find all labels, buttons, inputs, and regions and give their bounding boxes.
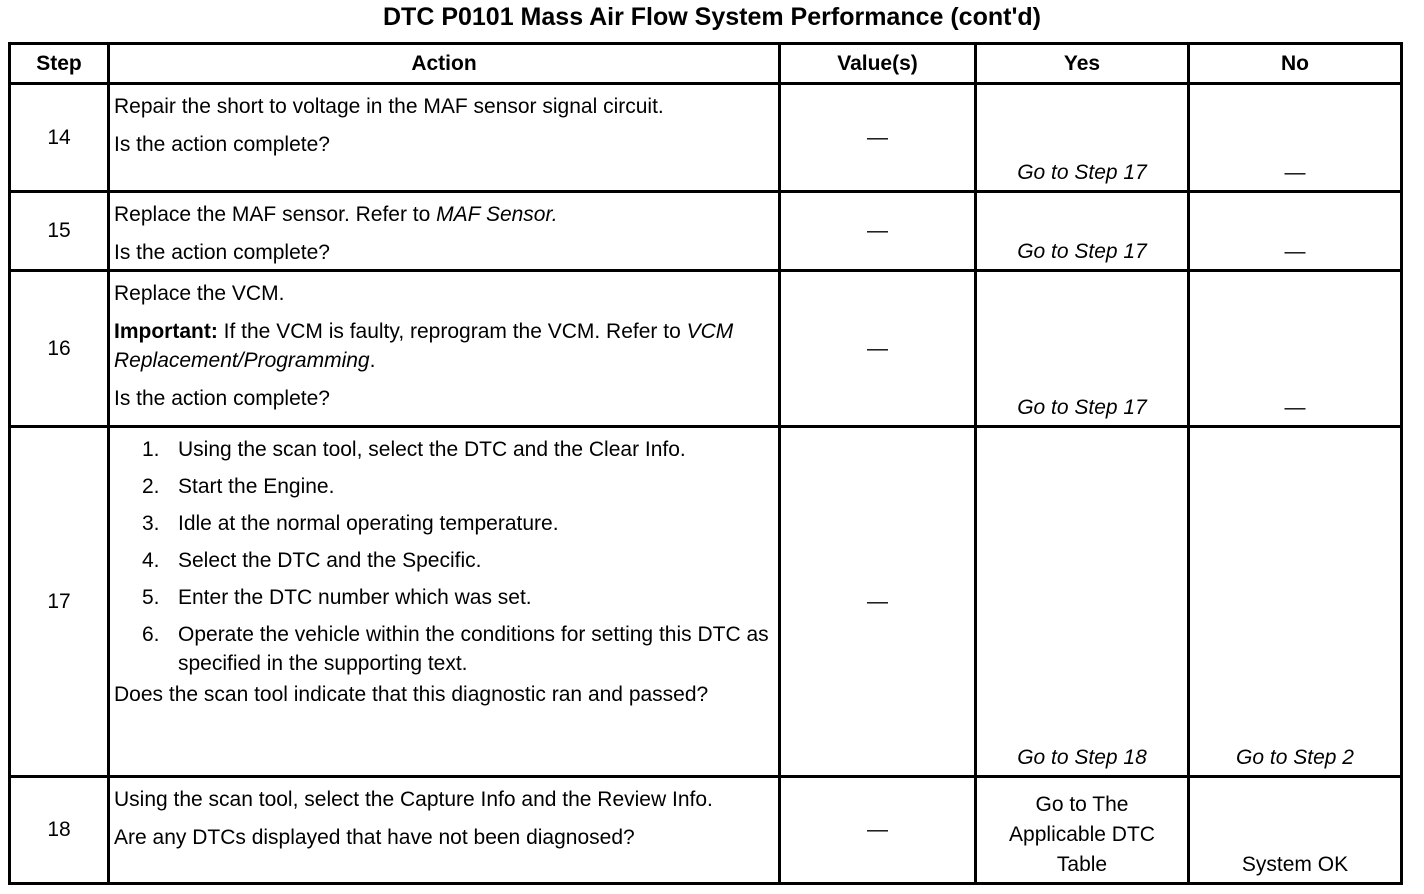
step-number: 16	[10, 271, 109, 427]
step-number: 18	[10, 777, 109, 884]
yes-cell: Go to Step 17	[976, 192, 1189, 271]
item-number: 3.	[142, 512, 160, 535]
action-cell	[109, 192, 780, 271]
table-row	[10, 192, 1402, 271]
step-number: 15	[10, 192, 109, 271]
important-text: If the VCM is faulty, reprogram the VCM. Refer to	[217, 320, 687, 343]
table-row	[10, 271, 1402, 427]
list-item	[114, 509, 774, 538]
action-question: Is the action complete?	[114, 387, 330, 410]
list-item	[114, 583, 774, 612]
header-no: No	[1189, 44, 1402, 84]
item-number: 6.	[142, 623, 160, 646]
procedure-list	[114, 435, 774, 678]
yes-cell: Go to Step 17	[976, 271, 1189, 427]
action-reference: MAF Sensor.	[436, 203, 558, 226]
item-number: 1.	[142, 438, 160, 461]
list-item	[114, 435, 774, 464]
action-text: Using the scan tool, select the Capture Info and the Review Info.	[114, 788, 713, 811]
no-cell: —	[1189, 84, 1402, 192]
header-values: Value(s)	[780, 44, 976, 84]
action-question: Does the scan tool indicate that this diagnostic ran and passed?	[114, 683, 709, 706]
item-number: 2.	[142, 475, 160, 498]
header-action: Action	[109, 44, 780, 84]
table-row	[10, 777, 1402, 884]
table-row	[10, 427, 1402, 777]
header-yes: Yes	[976, 44, 1189, 84]
list-item	[114, 546, 774, 575]
table-row	[10, 84, 1402, 192]
value-cell: —	[780, 84, 976, 192]
step-number: 17	[10, 427, 109, 777]
action-question: Is the action complete?	[114, 241, 330, 264]
action-reference: VCM Replacement/Programming	[114, 320, 734, 372]
header-row	[10, 44, 1402, 84]
step-number: 14	[10, 84, 109, 192]
action-cell	[109, 271, 780, 427]
important-end: .	[369, 349, 376, 372]
item-text: Enter the DTC number which was set.	[178, 586, 532, 609]
yes-cell: Go to Step 17	[976, 84, 1189, 192]
action-text: Replace the VCM.	[114, 282, 285, 305]
value-cell: —	[780, 192, 976, 271]
important-label: Important:	[114, 320, 218, 343]
item-text: Start the Engine.	[178, 475, 335, 498]
no-cell: —	[1189, 271, 1402, 427]
diagnostic-table	[8, 42, 1403, 885]
action-question: Is the action complete?	[114, 133, 330, 156]
item-text: Using the scan tool, select the DTC and the Clear Info.	[178, 438, 686, 461]
action-text: Repair the short to voltage in the MAF sensor signal circuit.	[114, 95, 664, 118]
list-item	[114, 472, 774, 501]
item-text: Operate the vehicle within the conditions for setting this DTC as specified in the supporting text.	[178, 623, 769, 675]
important-note	[114, 317, 774, 375]
page-title: DTC P0101 Mass Air Flow System Performance (cont'd)	[383, 3, 1041, 31]
value-cell: —	[780, 271, 976, 427]
yes-cell: Go to The Applicable DTC Table	[976, 777, 1189, 884]
item-text: Select the DTC and the Specific.	[178, 549, 482, 572]
item-number: 4.	[142, 549, 160, 572]
list-item	[114, 620, 774, 678]
yes-cell: Go to Step 18	[976, 427, 1189, 777]
header-step: Step	[10, 44, 109, 84]
no-cell: Go to Step 2	[1189, 427, 1402, 777]
item-text: Idle at the normal operating temperature.	[178, 512, 559, 535]
no-cell: —	[1189, 192, 1402, 271]
action-cell	[109, 427, 780, 777]
value-cell: —	[780, 777, 976, 884]
item-number: 5.	[142, 586, 160, 609]
action-text: Replace the MAF sensor. Refer to	[114, 203, 437, 226]
action-cell	[109, 84, 780, 192]
no-cell: System OK	[1189, 777, 1402, 884]
action-cell	[109, 777, 780, 884]
action-question: Are any DTCs displayed that have not been diagnosed?	[114, 826, 635, 849]
value-cell: —	[780, 427, 976, 777]
